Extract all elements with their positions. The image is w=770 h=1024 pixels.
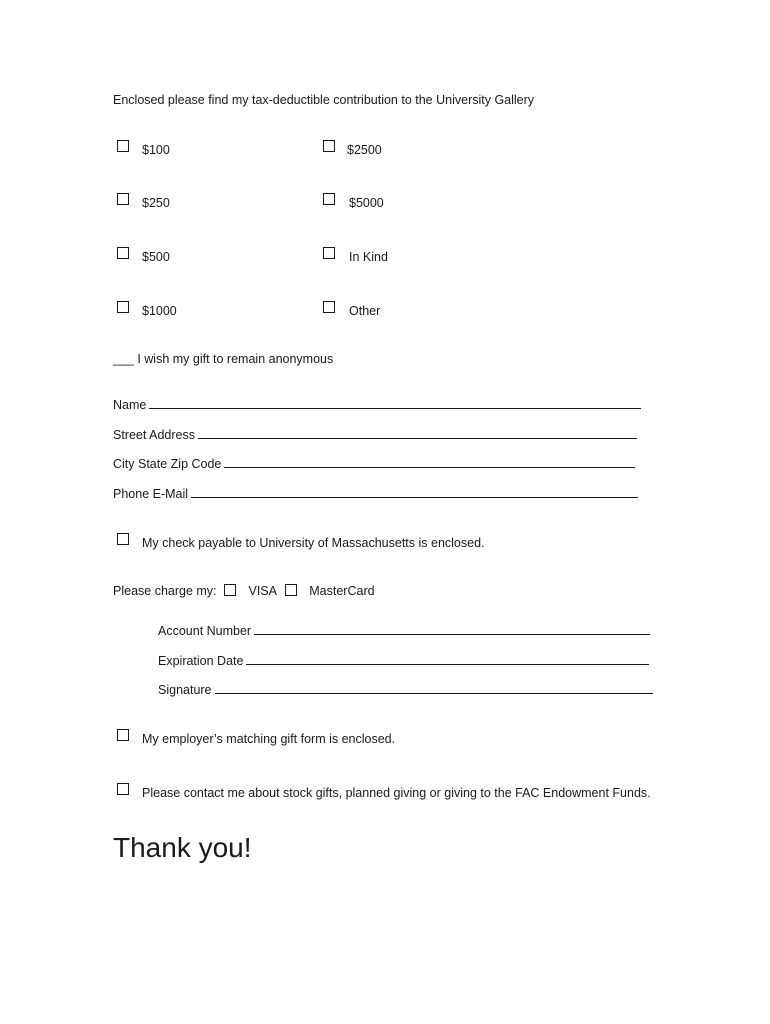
stock-contact-label: Please contact me about stock gifts, planned giving or giving to the FAC Endowment Funds.: [142, 786, 651, 800]
expiration-date-label: Expiration Date: [158, 654, 244, 668]
amount-label: $5000: [349, 196, 384, 210]
street-address-field[interactable]: [113, 427, 637, 442]
amount-label: $250: [142, 196, 170, 210]
signature-label: Signature: [158, 683, 212, 697]
city-state-zip-line[interactable]: [224, 456, 635, 468]
visa-label: VISA: [248, 584, 277, 598]
employer-match-label: My employer’s matching gift form is enclosed.: [142, 732, 396, 746]
name-label: Name: [113, 398, 147, 412]
signature-field[interactable]: [158, 682, 653, 697]
charge-row: [113, 584, 375, 598]
checkbox-employer-match[interactable]: [117, 729, 129, 741]
checkbox-in-kind[interactable]: [323, 247, 335, 259]
expiration-date-field[interactable]: [158, 653, 649, 668]
checkbox-check-enclosed[interactable]: [117, 533, 129, 545]
checkbox-stock-contact[interactable]: [117, 783, 129, 795]
city-state-zip-field[interactable]: [113, 456, 635, 471]
amount-label: $100: [142, 143, 170, 157]
checkbox-amount-500[interactable]: [117, 247, 129, 259]
amount-label: $1000: [142, 304, 177, 318]
phone-email-line[interactable]: [191, 486, 638, 498]
name-line[interactable]: [149, 397, 641, 409]
intro-text: Enclosed please find my tax-deductible contribution to the University Gallery: [113, 93, 535, 107]
street-address-line[interactable]: [198, 427, 637, 439]
checkbox-amount-250[interactable]: [117, 193, 129, 205]
checkbox-amount-1000[interactable]: [117, 301, 129, 313]
check-enclosed-label: My check payable to University of Massachusetts is enclosed.: [142, 536, 485, 550]
amount-label: In Kind: [349, 250, 388, 264]
charge-label: Please charge my:: [113, 584, 217, 598]
checkbox-amount-100[interactable]: [117, 140, 129, 152]
checkbox-amount-5000[interactable]: [323, 193, 335, 205]
checkbox-visa[interactable]: [224, 584, 236, 596]
name-field[interactable]: [113, 397, 641, 412]
phone-email-label: Phone E-Mail: [113, 487, 189, 501]
amount-label: Other: [349, 304, 381, 318]
account-number-field[interactable]: [158, 623, 650, 638]
checkbox-mastercard[interactable]: [285, 584, 297, 596]
amount-label: $500: [142, 250, 170, 264]
account-number-line[interactable]: [254, 623, 650, 635]
street-address-label: Street Address: [113, 428, 195, 442]
checkbox-amount-2500[interactable]: [323, 140, 335, 152]
account-number-label: Account Number: [158, 624, 252, 638]
city-state-zip-label: City State Zip Code: [113, 457, 222, 471]
mastercard-label: MasterCard: [309, 584, 375, 598]
checkbox-other[interactable]: [323, 301, 335, 313]
phone-email-field[interactable]: [113, 486, 638, 501]
amount-label: $2500: [347, 143, 382, 157]
signature-line[interactable]: [215, 682, 653, 694]
thank-you-heading: Thank you!: [113, 832, 252, 863]
anonymous-option[interactable]: ___ I wish my gift to remain anonymous: [113, 352, 334, 366]
expiration-date-line[interactable]: [246, 653, 649, 665]
